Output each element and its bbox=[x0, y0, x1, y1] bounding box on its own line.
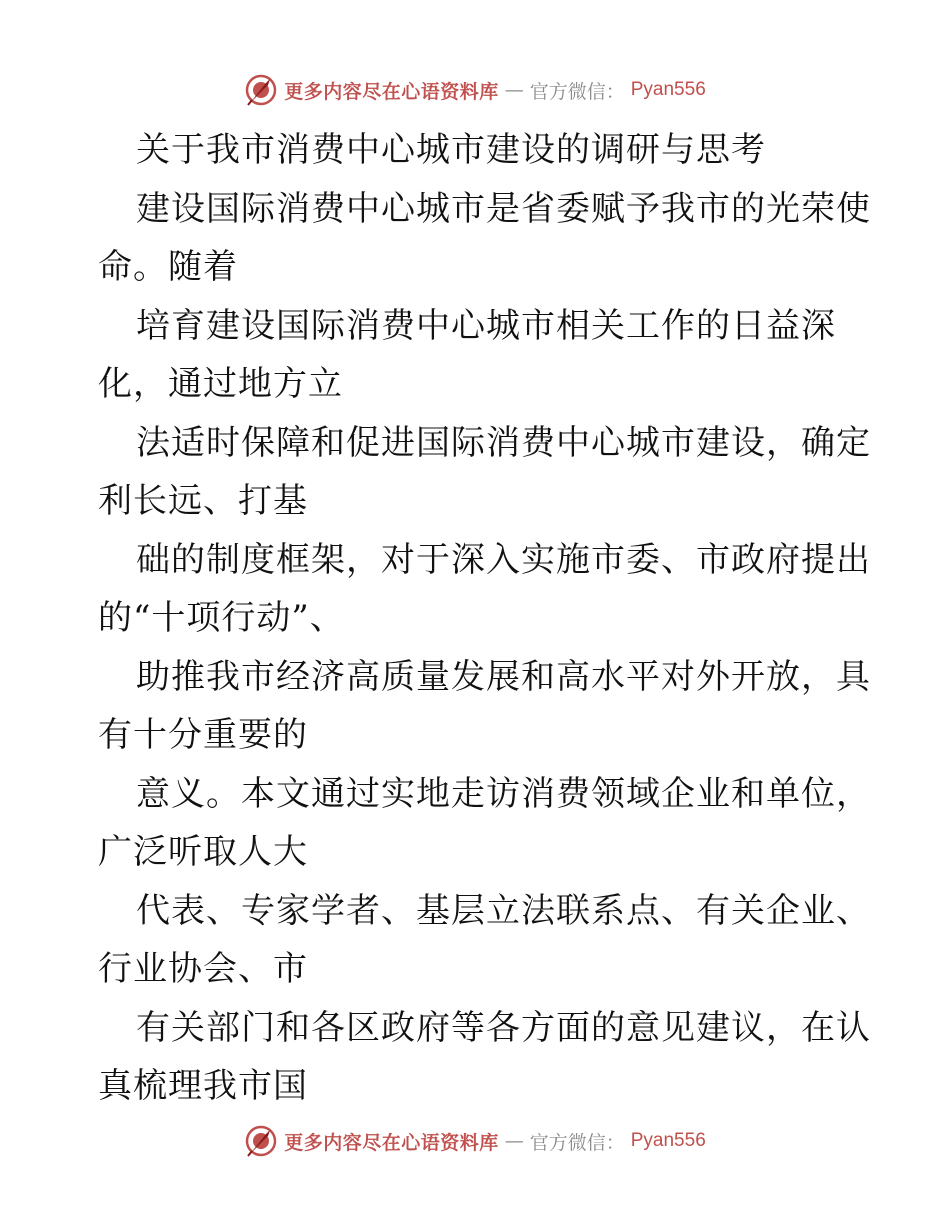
watermark-separator: — bbox=[504, 79, 524, 101]
text-line: 有十分重要的 bbox=[98, 715, 308, 755]
text-line: 代表、专家学者、基层立法联系点、有关企业、 bbox=[136, 890, 871, 931]
watermark-main-text: 更多内容尽在心语资料库 bbox=[284, 1131, 499, 1154]
text-line: 培育建设国际消费中心城市相关工作的日益深 bbox=[136, 305, 836, 346]
watermark-sub-text: 官方微信： bbox=[529, 1131, 625, 1154]
text-line: 真梳理我市国 bbox=[98, 1066, 308, 1106]
text-line: 法适时保障和促进国际消费中心城市建设，确定 bbox=[136, 422, 871, 463]
footer-watermark bbox=[0, 1121, 950, 1161]
text-line: 利长远、打基 bbox=[98, 481, 308, 521]
text-line: 意义。本文通过实地走访消费领域企业和单位， bbox=[136, 773, 871, 814]
watermark-sub-text: 官方微信： bbox=[529, 80, 625, 103]
text-line: 础的制度框架，对于深入实施市委、市政府提出 bbox=[136, 539, 871, 580]
text-line: 助推我市经济高质量发展和高水平对外开放，具 bbox=[136, 656, 871, 697]
watermark-main-text: 更多内容尽在心语资料库 bbox=[284, 80, 499, 103]
quill-pen-logo-icon bbox=[244, 1124, 278, 1158]
text-line: 建设国际消费中心城市是省委赋予我市的光荣使 bbox=[136, 188, 871, 229]
document-title: 关于我市消费中心城市建设的调研与思考 bbox=[136, 130, 766, 170]
text-line: 有关部门和各区政府等各方面的意见建议，在认 bbox=[136, 1007, 871, 1048]
text-line: 广泛听取人大 bbox=[98, 832, 308, 872]
text-line: 命。随着 bbox=[98, 247, 238, 287]
watermark-separator: — bbox=[504, 1130, 524, 1152]
text-line: 行业协会、市 bbox=[98, 949, 308, 989]
quill-pen-logo-icon bbox=[244, 73, 278, 107]
text-line: 化，通过地方立 bbox=[98, 364, 343, 404]
header-watermark bbox=[0, 70, 950, 110]
watermark-wechat-id: Pyan556 bbox=[630, 79, 706, 100]
document-body bbox=[98, 121, 871, 1116]
text-line: 的“十项行动”、 bbox=[98, 598, 345, 638]
watermark-wechat-id: Pyan556 bbox=[630, 1130, 706, 1151]
